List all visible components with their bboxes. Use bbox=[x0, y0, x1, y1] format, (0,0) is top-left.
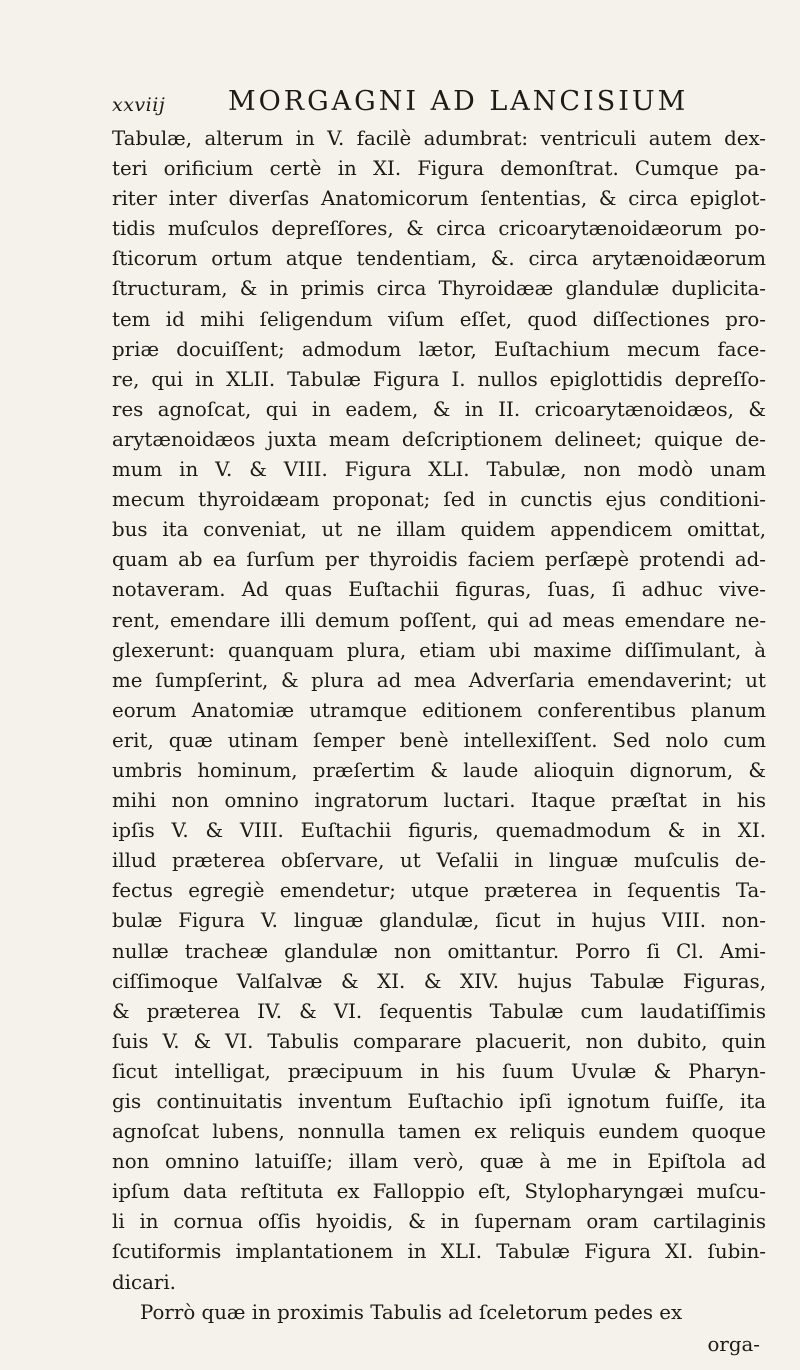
text-line: umbris hominum, præſertim & laude alioquin dignorum, & bbox=[112, 758, 766, 782]
text-line: arytænoidæos juxta meam deſcriptionem delineet; quique de- bbox=[112, 427, 766, 451]
text-line: re, qui in XLII. Tabulæ Figura I. nullos epiglottidis depreſſo- bbox=[112, 367, 766, 391]
text-line: li in cornua oſſis hyoidis, & in ſupernam oram cartilaginis bbox=[112, 1210, 766, 1234]
text-line: Tabulæ, alterum in V. facilè adumbrat: ventriculi autem dex- bbox=[112, 127, 766, 150]
text-line: notaveram. Ad quas Euſtachii figuras, ſuas, ſi adhuc vive- bbox=[112, 578, 766, 602]
text-line: rent, emendare illi demum poſſent, qui ad meas emendare ne- bbox=[112, 608, 766, 632]
text-line: agnoſcat lubens, nonnulla tamen ex reliquis eundem quoque bbox=[112, 1120, 766, 1144]
body-text bbox=[112, 124, 766, 1328]
text-line: tem id mihi ſeligendum viſum eſſet, quod diſſectiones pro- bbox=[112, 307, 766, 331]
text-line: mihi non omnino ingratorum luctari. Itaque præſtat in his bbox=[112, 789, 766, 813]
text-line: mum in V. & VIII. Figura XLI. Tabulæ, non modò unam bbox=[112, 458, 766, 482]
text-line: tidis muſculos depreſſores, & circa cricoarytænoidæorum po- bbox=[112, 217, 766, 241]
page-header bbox=[112, 86, 752, 126]
text-line: non omnino latuiſſe; illam verò, quæ à me in Epiſtola ad bbox=[112, 1150, 766, 1174]
text-line: erit, quæ utinam ſemper benè intellexiſſent. Sed nolo cum bbox=[112, 728, 766, 752]
text-line: ſcutiformis implantationem in XLI. Tabulæ Figura XI. ſubin- bbox=[112, 1240, 766, 1264]
text-line: mecum thyroidæam proponat; ſed in cunctis ejus conditioni- bbox=[112, 488, 766, 512]
text-line: priæ docuiſſent; admodum lætor, Euſtachium mecum face- bbox=[112, 337, 766, 361]
text-line: gis continuitatis inventum Euſtachio ipſi ignotum fuiſſe, ita bbox=[112, 1090, 766, 1113]
running-head: MORGAGNI AD LANCISIUM bbox=[228, 86, 689, 117]
text-line: ſticorum ortum atque tendentiam, &. circa arytænoidæorum bbox=[112, 247, 766, 271]
text-line: riter inter diverſas Anatomicorum ſententias, & circa epiglot- bbox=[112, 187, 766, 211]
text-line: illud præterea obſervare, ut Veſalii in linguæ muſculis de- bbox=[112, 849, 766, 873]
text-line: res agnoſcat, qui in eadem, & in II. cricoarytænoidæos, & bbox=[112, 397, 766, 421]
page-number: xxviij bbox=[112, 94, 166, 116]
text-line: nullæ tracheæ glandulæ non omittantur. Porro ſi Cl. Ami- bbox=[112, 939, 766, 963]
text-line: eorum Anatomiæ utramque editionem conferentibus planum bbox=[112, 698, 766, 722]
text-line: teri orificium certè in XI. Figura demonſtrat. Cumque pa- bbox=[112, 157, 766, 181]
text-line: quam ab ea ſurſum per thyroidis faciem perſæpè protendi ad- bbox=[112, 548, 766, 572]
text-line: & præterea IV. & VI. ſequentis Tabulæ cum laudatiſſimis bbox=[112, 999, 766, 1023]
text-line: ipſis V. & VIII. Euſtachii figuris, quemadmodum & in XI. bbox=[112, 819, 766, 843]
text-line: me ſumpſerint, & plura ad mea Adverſaria emendaverint; ut bbox=[112, 668, 766, 692]
catchword: orga- bbox=[707, 1333, 760, 1356]
text-line: ſuis V. & VI. Tabulis comparare placuerit, non dubito, quin bbox=[112, 1029, 766, 1053]
text-line: ipſum data reſtituta ex Falloppio eſt, Stylopharyngæi muſcu- bbox=[112, 1180, 766, 1204]
text-line: ciſſimoque Valſalvæ & XI. & XIV. hujus Tabulæ Figuras, bbox=[112, 969, 766, 993]
text-line: ſicut intelligat, præcipuum in his ſuum Uvulæ & Pharyn- bbox=[112, 1059, 766, 1083]
text-line: dicari. bbox=[112, 1270, 176, 1294]
text-line: ſtructuram, & in primis circa Thyroidææ glandulæ duplicita- bbox=[112, 277, 766, 301]
text-line: fectus egregiè emendetur; utque præterea in ſequentis Ta- bbox=[112, 879, 766, 903]
text-line: bus ita conveniat, ut ne illam quidem appendicem omittat, bbox=[112, 518, 766, 542]
text-line: Porrò quæ in proximis Tabulis ad ſceletorum pedes ex bbox=[140, 1300, 683, 1324]
text-line: bulæ Figura V. linguæ glandulæ, ſicut in hujus VIII. non- bbox=[112, 909, 766, 933]
text-line: glexerunt: quanquam plura, etiam ubi maxime diſſimulant, à bbox=[112, 638, 766, 662]
